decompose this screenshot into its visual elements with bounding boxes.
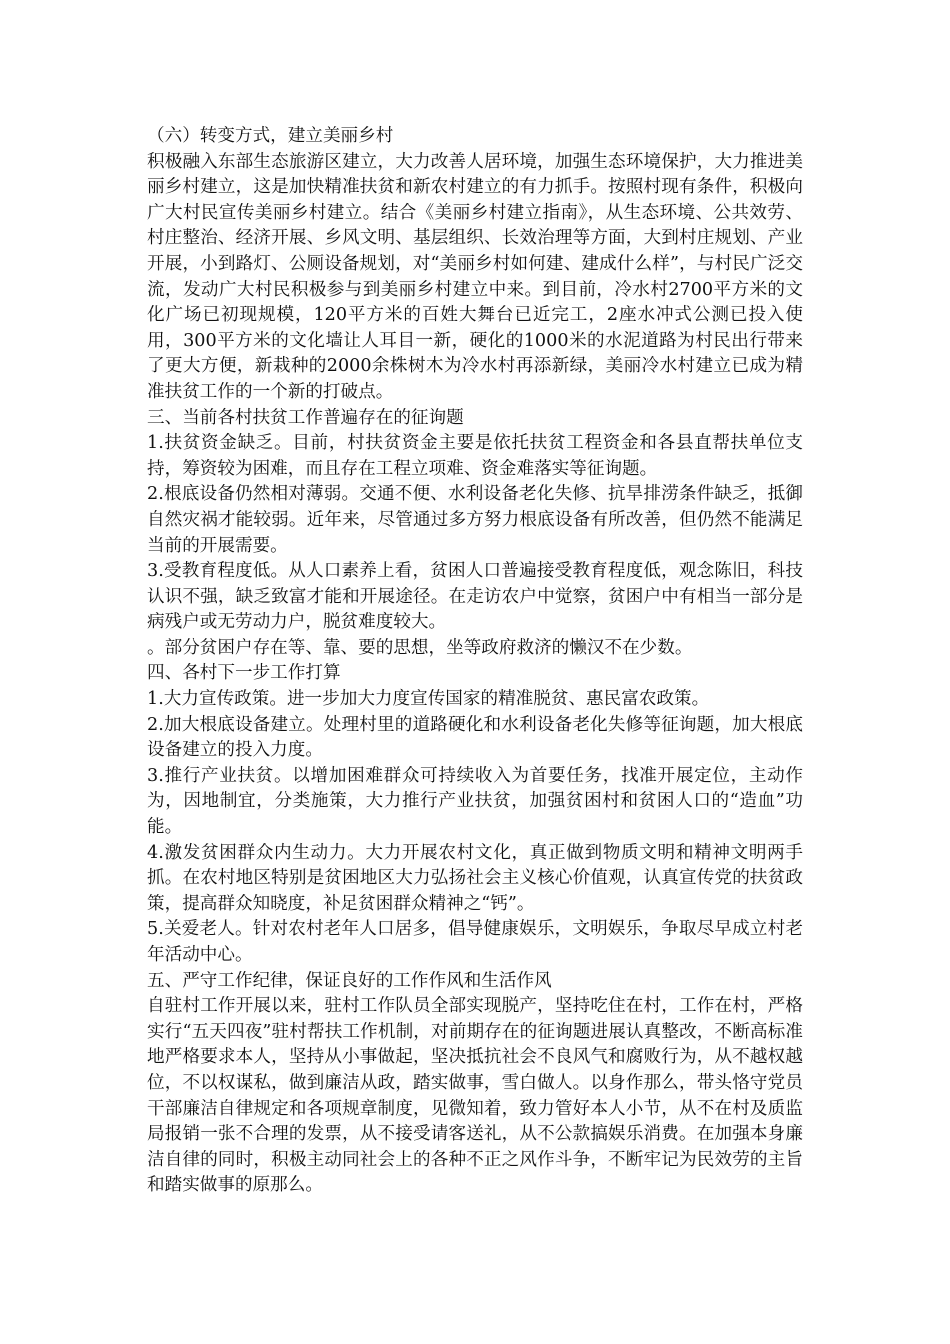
plan-item-1: 1.大力宣传政策。进一步加大力度宣传国家的精准脱贫、惠民富农政策。 [147, 689, 710, 710]
plan-item-2: 2.加大根底设备建立。处理村里的道路硬化和水利设备老化失修等征询题，加大根底设备建立的投入力度。 [147, 714, 803, 761]
issue-item-3-continuation: 。部分贫困户存在等、靠、要的思想，坐等政府救济的懒汉不在少数。 [147, 637, 693, 658]
section-heading-6: （六）转变方式，建立美丽乡村 [147, 126, 394, 146]
document-page [147, 124, 803, 1199]
paragraph-work-discipline: 自驻村工作开展以来，驻村工作队员全部实现脱产，坚持吃住在村，工作在村，严格实行“五天四夜”驻村帮扶工作机制，对前期存在的征询题进展认真整改，不断高标准地严格要求本人，坚持从小事做起，坚决抵抗社会不良风气和腐败行为，从不越权越位，不以权谋私，做到廉洁从政，踏实做事，雪白做人。以身作那么，带头恪守党员干部廉洁自律规定和各项规章制度，见微知着，致力管好本人小节，从不在村及质监局报销一张不合理的发票，从不接受请客送礼，从不公款搞娱乐消费。在加强本身廉洁自律的同时，积极主动同社会上的各种不正之风作斗争，不断牢记为民效劳的主旨和踏实做事的原那么。 [147, 996, 803, 1196]
issue-item-1: 1.扶贫资金缺乏。目前，村扶贫资金主要是依托扶贫工程资金和各县直帮扶单位支持，筹资较为困难，而且存在工程立项难、资金难落实等征询题。 [147, 433, 803, 479]
section-heading-5: 五、严守工作纪律，保证良好的工作作风和生活作风 [147, 970, 552, 991]
paragraph-beautiful-village: 积极融入东部生态旅游区建立，大力改善人居环境，加强生态环境保护，大力推进美丽乡村建立，这是加快精准扶贫和新农村建立的有力抓手。按照村现有条件，积极向广大村民宣传美丽乡村建立。结合《美丽乡村建立指南》，从生态环境、公共效劳、村庄整治、经济开展、乡风文明、基层组织、长效治理等方面，大到村庄规划、产业开展，小到路灯、公厕设备规划，对“美丽乡村如何建、建成什么样”，与村民广泛交流，发动广大村民积极参与到美丽乡村建立中来。到目前，冷水村2700平方米的文化广场已初现规模，120平方米的百姓大舞台已近完工，2座水冲式公测已投入使用，300平方米的文化墙让人耳目一新，硬化的1000米的水泥道路为村民出行带来了更大方便，新栽种的2000余株树木为冷水村再添新绿，美丽冷水村建立已成为精准扶贫工作的一个新的打破点。 [147, 151, 803, 402]
plan-item-3: 3.推行产业扶贫。以增加困难群众可持续收入为首要任务，找准开展定位，主动作为，因地制宜，分类施策，大力推行产业扶贫，加强贫困村和贫困人口的“造血”功能。 [147, 765, 803, 838]
plan-item-4: 4.激发贫困群众内生动力。大力开展农村文化，真正做到物质文明和精神文明两手抓。在农村地区特别是贫困地区大力弘扬社会主义核心价值观，认真宣传党的扶贫政策，提高群众知晓度，补足贫困群众精神之“钙”。 [147, 842, 803, 914]
issue-item-3: 3.受教育程度低。从人口素养上看，贫困人口普遍接受教育程度低，观念陈旧，科技认识不强，缺乏致富才能和开展途径。在走访农户中觉察，贫困户中有相当一部分是病残户或无劳动力户，脱贫难度较大。 [147, 561, 803, 633]
issue-item-2: 2.根底设备仍然相对薄弱。交通不便、水利设备老化失修、抗旱排涝条件缺乏，抵御自然灾祸才能较弱。近年来，尽管通过多方努力根底设备有所改善，但仍然不能满足当前的开展需要。 [147, 484, 803, 556]
plan-item-5: 5.关爱老人。针对农村老年人口居多，倡导健康娱乐，文明娱乐，争取尽早成立村老年活动中心。 [147, 919, 803, 965]
section-heading-3: 三、当前各村扶贫工作普遍存在的征询题 [147, 407, 464, 428]
section-heading-4: 四、各村下一步工作打算 [147, 663, 341, 684]
